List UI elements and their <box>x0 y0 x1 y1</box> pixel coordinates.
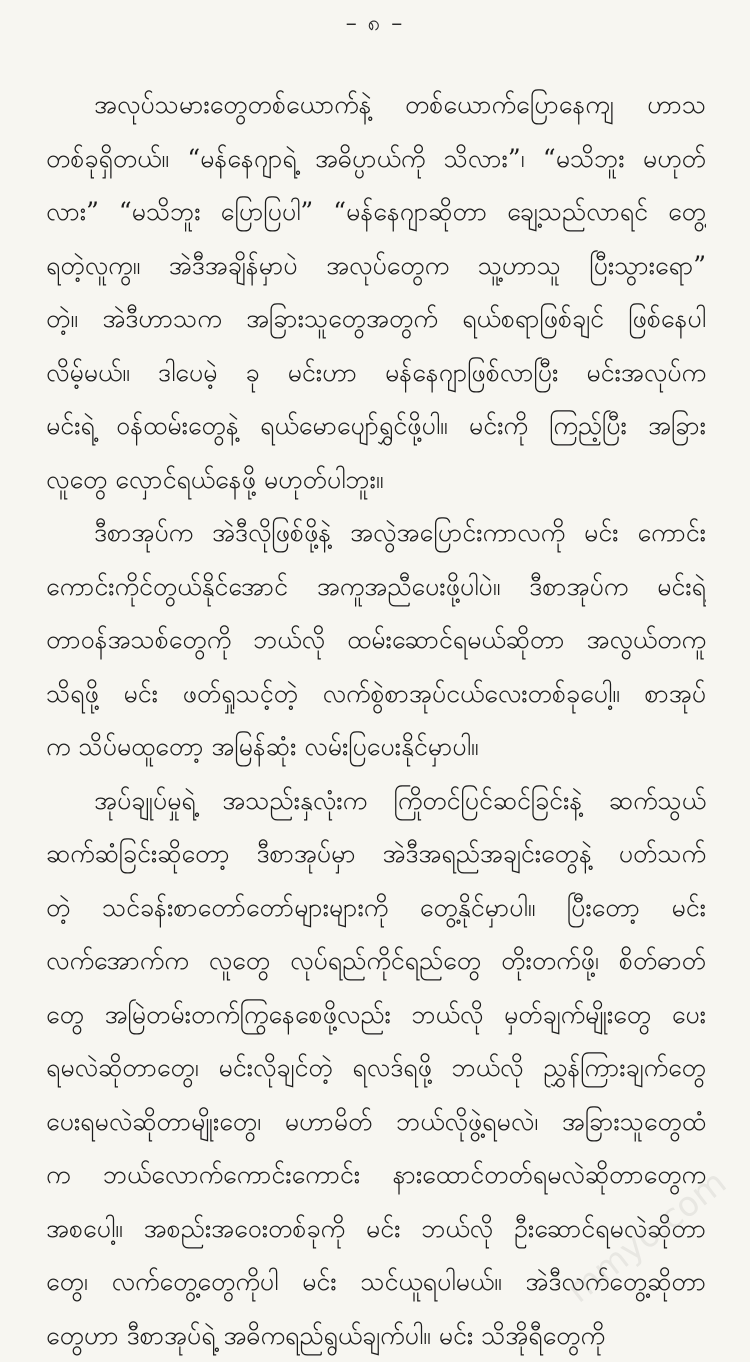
text-line: ရမလဲဆိုတာတွေ၊ မင်းလိုချင်တဲ့ ရလဒ်ရဖို့ ဘယ်လို ညွှန်ကြားချက်တွေ <box>46 1041 706 1095</box>
text-line: လက်အောက်က လူတွေ လုပ်ရည်ကိုင်ရည်တွေ တိုးတက်ဖို့၊ စိတ်ဓာတ် <box>46 934 706 988</box>
text-line: အလုပ်သမားတွေတစ်ယောက်နဲ့ တစ်ယောက်ပြောနေကျ ဟာသ <box>46 78 706 132</box>
text-line: တာဝန်အသစ်တွေကို ဘယ်လို ထမ်းဆောင်ရမယ်ဆိုတာ အလွယ်တကူ <box>46 613 706 667</box>
text-line: လား” “မသိဘူး ပြောပြပါ” “မန်နေဂျာဆိုတာ ချေ့သည်လာရင် တွေ့ <box>46 185 706 239</box>
text-line: တွေ အမြဲတမ်းတက်ကြွနေစေဖို့လည်း ဘယ်လို မှတ်ချက်မျိုးတွေ ပေး <box>46 988 706 1042</box>
text-line: အစပေါ့။ အစည်းအဝေးတစ်ခုကို မင်း ဘယ်လို ဦးဆောင်ရမလဲဆိုတာ <box>46 1202 706 1256</box>
text-line: ဆက်ဆံခြင်းဆိုတော့ ဒီစာအုပ်မှာ အဲဒီအရည်အချင်းတွေနဲ့ ပတ်သက် <box>46 827 706 881</box>
text-line: သိရဖို့ မင်း ဖတ်ရှုသင့်တဲ့ လက်စွဲစာအုပ်ငယ်လေးတစ်ခုပေါ့။ စာအုပ် <box>46 667 706 721</box>
text-line: အုပ်ချုပ်မှုရဲ့ အသည်းနှလုံးက ကြိုတင်ပြင်ဆင်ခြင်းနဲ့ ဆက်သွယ် <box>46 774 706 828</box>
text-line: က သိပ်မထူတော့ အမြန်ဆုံး လမ်းပြပေးနိုင်မှာပါ။ <box>46 720 706 774</box>
text-line: တွေ၊ လက်တွေ့တွေကိုပါ မင်း သင်ယူရပါမယ်။ အဲဒီလက်တွေ့ဆိုတာ <box>46 1255 706 1309</box>
paragraph <box>46 78 706 506</box>
text-line: ဒီစာအုပ်က အဲဒီလိုဖြစ်ဖို့နဲ့ အလွဲအပြောင်းကာလကို မင်း ကောင်း <box>46 506 706 560</box>
text-line: လိမ့်မယ်။ ဒါပေမဲ့ ခု မင်းဟာ မန်နေဂျာဖြစ်လာပြီး မင်းအလုပ်က <box>46 346 706 400</box>
watermark: mmyo.com <box>560 1162 734 1310</box>
body-text <box>46 78 706 1362</box>
text-line: တွေဟာ ဒီစာအုပ်ရဲ့ အဓိကရည်ရွယ်ချက်ပါ။ မင်း သိအိုရီတွေကို <box>46 1309 706 1362</box>
text-line: တဲ့ သင်ခန်းစာတော်တော်များများကို တွေ့နိုင်မှာပါ။ ပြီးတော့ မင်း <box>46 881 706 935</box>
text-line: တစ်ခုရှိတယ်။ “မန်နေဂျာရဲ့ အဓိပ္ပာယ်ကို သိလား”၊ “မသိဘူး မဟုတ် <box>46 132 706 186</box>
text-line: က ဘယ်လောက်ကောင်းကောင်း နားထောင်တတ်ရမလဲဆိုတာတွေက <box>46 1148 706 1202</box>
text-line: ပေးရမလဲဆိုတာမျိုးတွေ၊ မဟာမိတ် ဘယ်လိုဖွဲ့ရမလဲ၊ အခြားသူတွေထံ <box>46 1095 706 1149</box>
page-number: – ၈ – <box>0 8 750 41</box>
text-line: မင်းရဲ့ ဝန်ထမ်းတွေနဲ့ ရယ်မောပျော်ရွှင်ဖို့ပါ။ မင်းကို ကြည့်ပြီး အခြား <box>46 399 706 453</box>
paragraph <box>46 506 706 774</box>
text-line: တဲ့။ အဲဒီဟာသက အခြားသူတွေအတွက် ရယ်စရာဖြစ်ချင် ဖြစ်နေပါ <box>46 292 706 346</box>
text-line: လူတွေ လှောင်ရယ်နေဖို့ မဟုတ်ပါဘူး။ <box>46 453 706 507</box>
text-line: ကောင်းကိုင်တွယ်နိုင်အောင် အကူအညီပေးဖို့ပါပဲ။ ဒီစာအုပ်က မင်းရဲ့ <box>46 560 706 614</box>
text-line: ရတဲ့လူကွ။ အဲဒီအချိန်မှာပဲ အလုပ်တွေက သူ့ဟာသူ ပြီးသွားရော” <box>46 239 706 293</box>
